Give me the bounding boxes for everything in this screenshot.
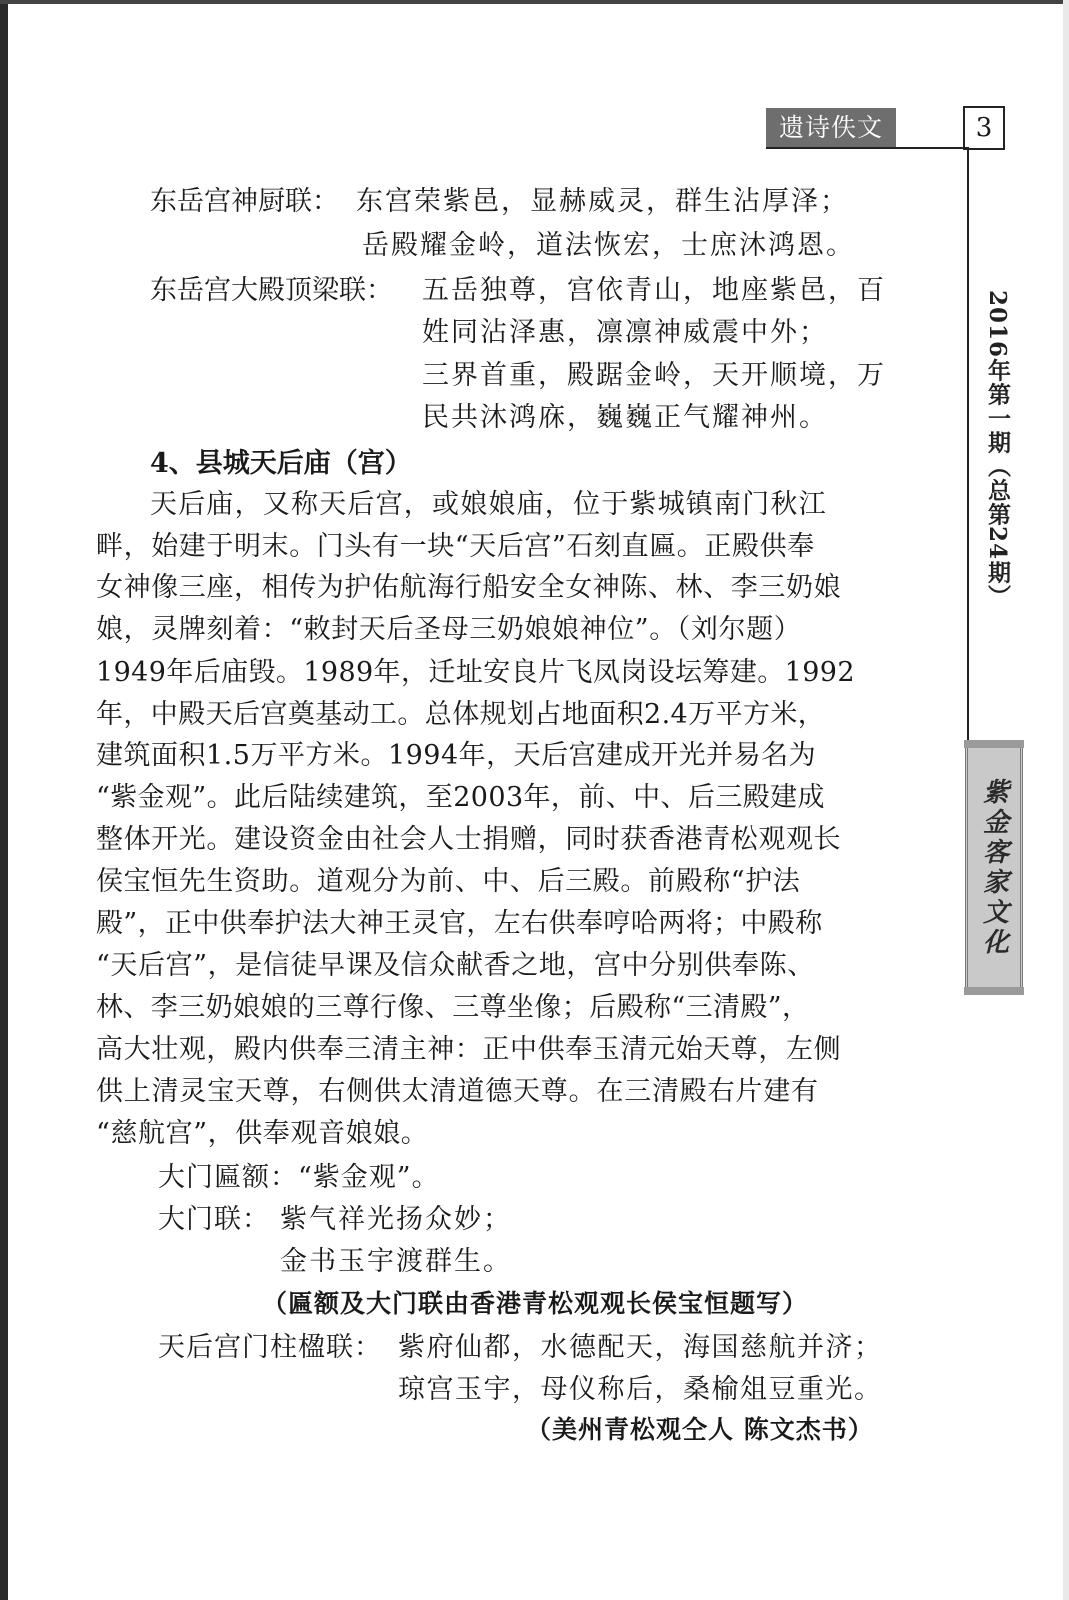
page-number: 3: [963, 106, 1005, 150]
paragraph-line: 1949年后庙毁。1989年，迁址安良片飞凤岗设坛筹建。1992: [96, 657, 855, 688]
paragraph-line: “慈航宫”，供奉观音娘娘。: [96, 1118, 429, 1149]
door-couplet-label: 大门联：: [158, 1204, 270, 1235]
banner-cap-top: [964, 740, 1024, 748]
pillar-couplet-note: （美州青松观仝人 陈文杰书）: [526, 1415, 874, 1444]
couplet-line: 民共沐鸿庥，巍巍正气耀神州。: [422, 402, 828, 433]
plaque-line: 大门匾额：“紫金观”。: [158, 1162, 440, 1193]
header-rule: [766, 147, 969, 149]
journal-banner: [965, 745, 1023, 990]
paragraph-line: 娘，灵牌刻着：“敕封天后圣母三奶娘娘神位”。（刘尔题）: [96, 614, 802, 645]
paragraph-line: 年，中殿天后宫奠基动工。总体规划占地面积2.4万平方米，: [96, 699, 826, 730]
couplet-line: 三界首重，殿踞金岭，天开顺境，万: [422, 360, 886, 391]
pillar-couplet-label: 天后宫门柱楹联：: [158, 1332, 382, 1363]
couplet-line: 姓同沾泽惠，凛凛神威震中外；: [422, 317, 828, 348]
door-couplet-line: 金书玉宇渡群生。: [280, 1246, 512, 1277]
couplet-line: 岳殿耀金岭，道法恢宏，士庶沐鸿恩。: [362, 230, 855, 261]
issue-label: 2016年第一期（总第24期）: [984, 290, 1011, 609]
couplet-label: 东岳宫神厨联：: [150, 186, 339, 217]
door-couplet-line: 紫气祥光扬众妙；: [280, 1204, 512, 1235]
paragraph-line: “天后宫”，是信徒早课及信众献香之地，宫中分别供奉陈、: [96, 950, 815, 981]
paragraph-line: 林、李三奶娘娘的三尊行像、三尊坐像；后殿称“三清殿”，: [96, 992, 810, 1023]
paragraph-line: 畔，始建于明末。门头有一块“天后宫”石刻直匾。正殿供奉: [96, 531, 815, 562]
paragraph-line: 侯宝恒先生资助。道观分为前、中、后三殿。前殿称“护法: [96, 866, 801, 897]
scan-edge-right: [1063, 0, 1069, 1600]
couplet-line: 五岳独尊，宫依青山，地座紫邑，百: [422, 275, 886, 306]
paragraph-line: 女神像三座，相传为护佑航海行船安全女神陈、林、李三奶娘: [96, 572, 842, 603]
scan-edge-top: [0, 0, 1069, 4]
paragraph-line: 供上清灵宝天尊，右侧供太清道德天尊。在三清殿右片建有: [96, 1076, 819, 1107]
pillar-couplet-line: 琼宫玉宇，母仪称后，桑榆俎豆重光。: [398, 1374, 883, 1405]
paragraph-line: 高大壮观，殿内供奉三清主神：正中供奉玉清元始天尊，左侧: [96, 1034, 842, 1065]
scan-edge: [0, 0, 8, 1600]
paragraph-line: 整体开光。建设资金由社会人士捐赠，同时获香港青松观观长: [96, 824, 842, 855]
margin-rule: [967, 148, 969, 748]
door-couplet-note: （匾额及大门联由香港青松观观长侯宝恒题写）: [262, 1289, 809, 1318]
journal-name: 紫金客家文化: [978, 777, 1009, 958]
paragraph-line: “紫金观”。此后陆续建筑，至2003年，前、中、后三殿建成: [96, 782, 825, 813]
paragraph-line: 建筑面积1.5万平方米。1994年，天后宫建成开光并易名为: [96, 740, 817, 771]
section-heading: 4、县城天后庙（宫）: [150, 448, 412, 479]
section-tag: 遗诗佚文: [766, 108, 896, 148]
paragraph-line: 天后庙，又称天后宫，或娘娘庙，位于紫城镇南门秋江: [150, 489, 827, 520]
banner-cap-bottom: [964, 987, 1024, 995]
pillar-couplet-line: 紫府仙都，水德配天，海国慈航并济；: [398, 1332, 883, 1363]
couplet-label: 东岳宫大殿顶梁联：: [150, 275, 393, 306]
couplet-line: 东宫荣紫邑，显赫威灵，群生沾厚泽；: [356, 186, 849, 217]
paragraph-line: 殿”，正中供奉护法大神王灵官，左右供奉哼哈两将；中殿称: [96, 908, 823, 939]
